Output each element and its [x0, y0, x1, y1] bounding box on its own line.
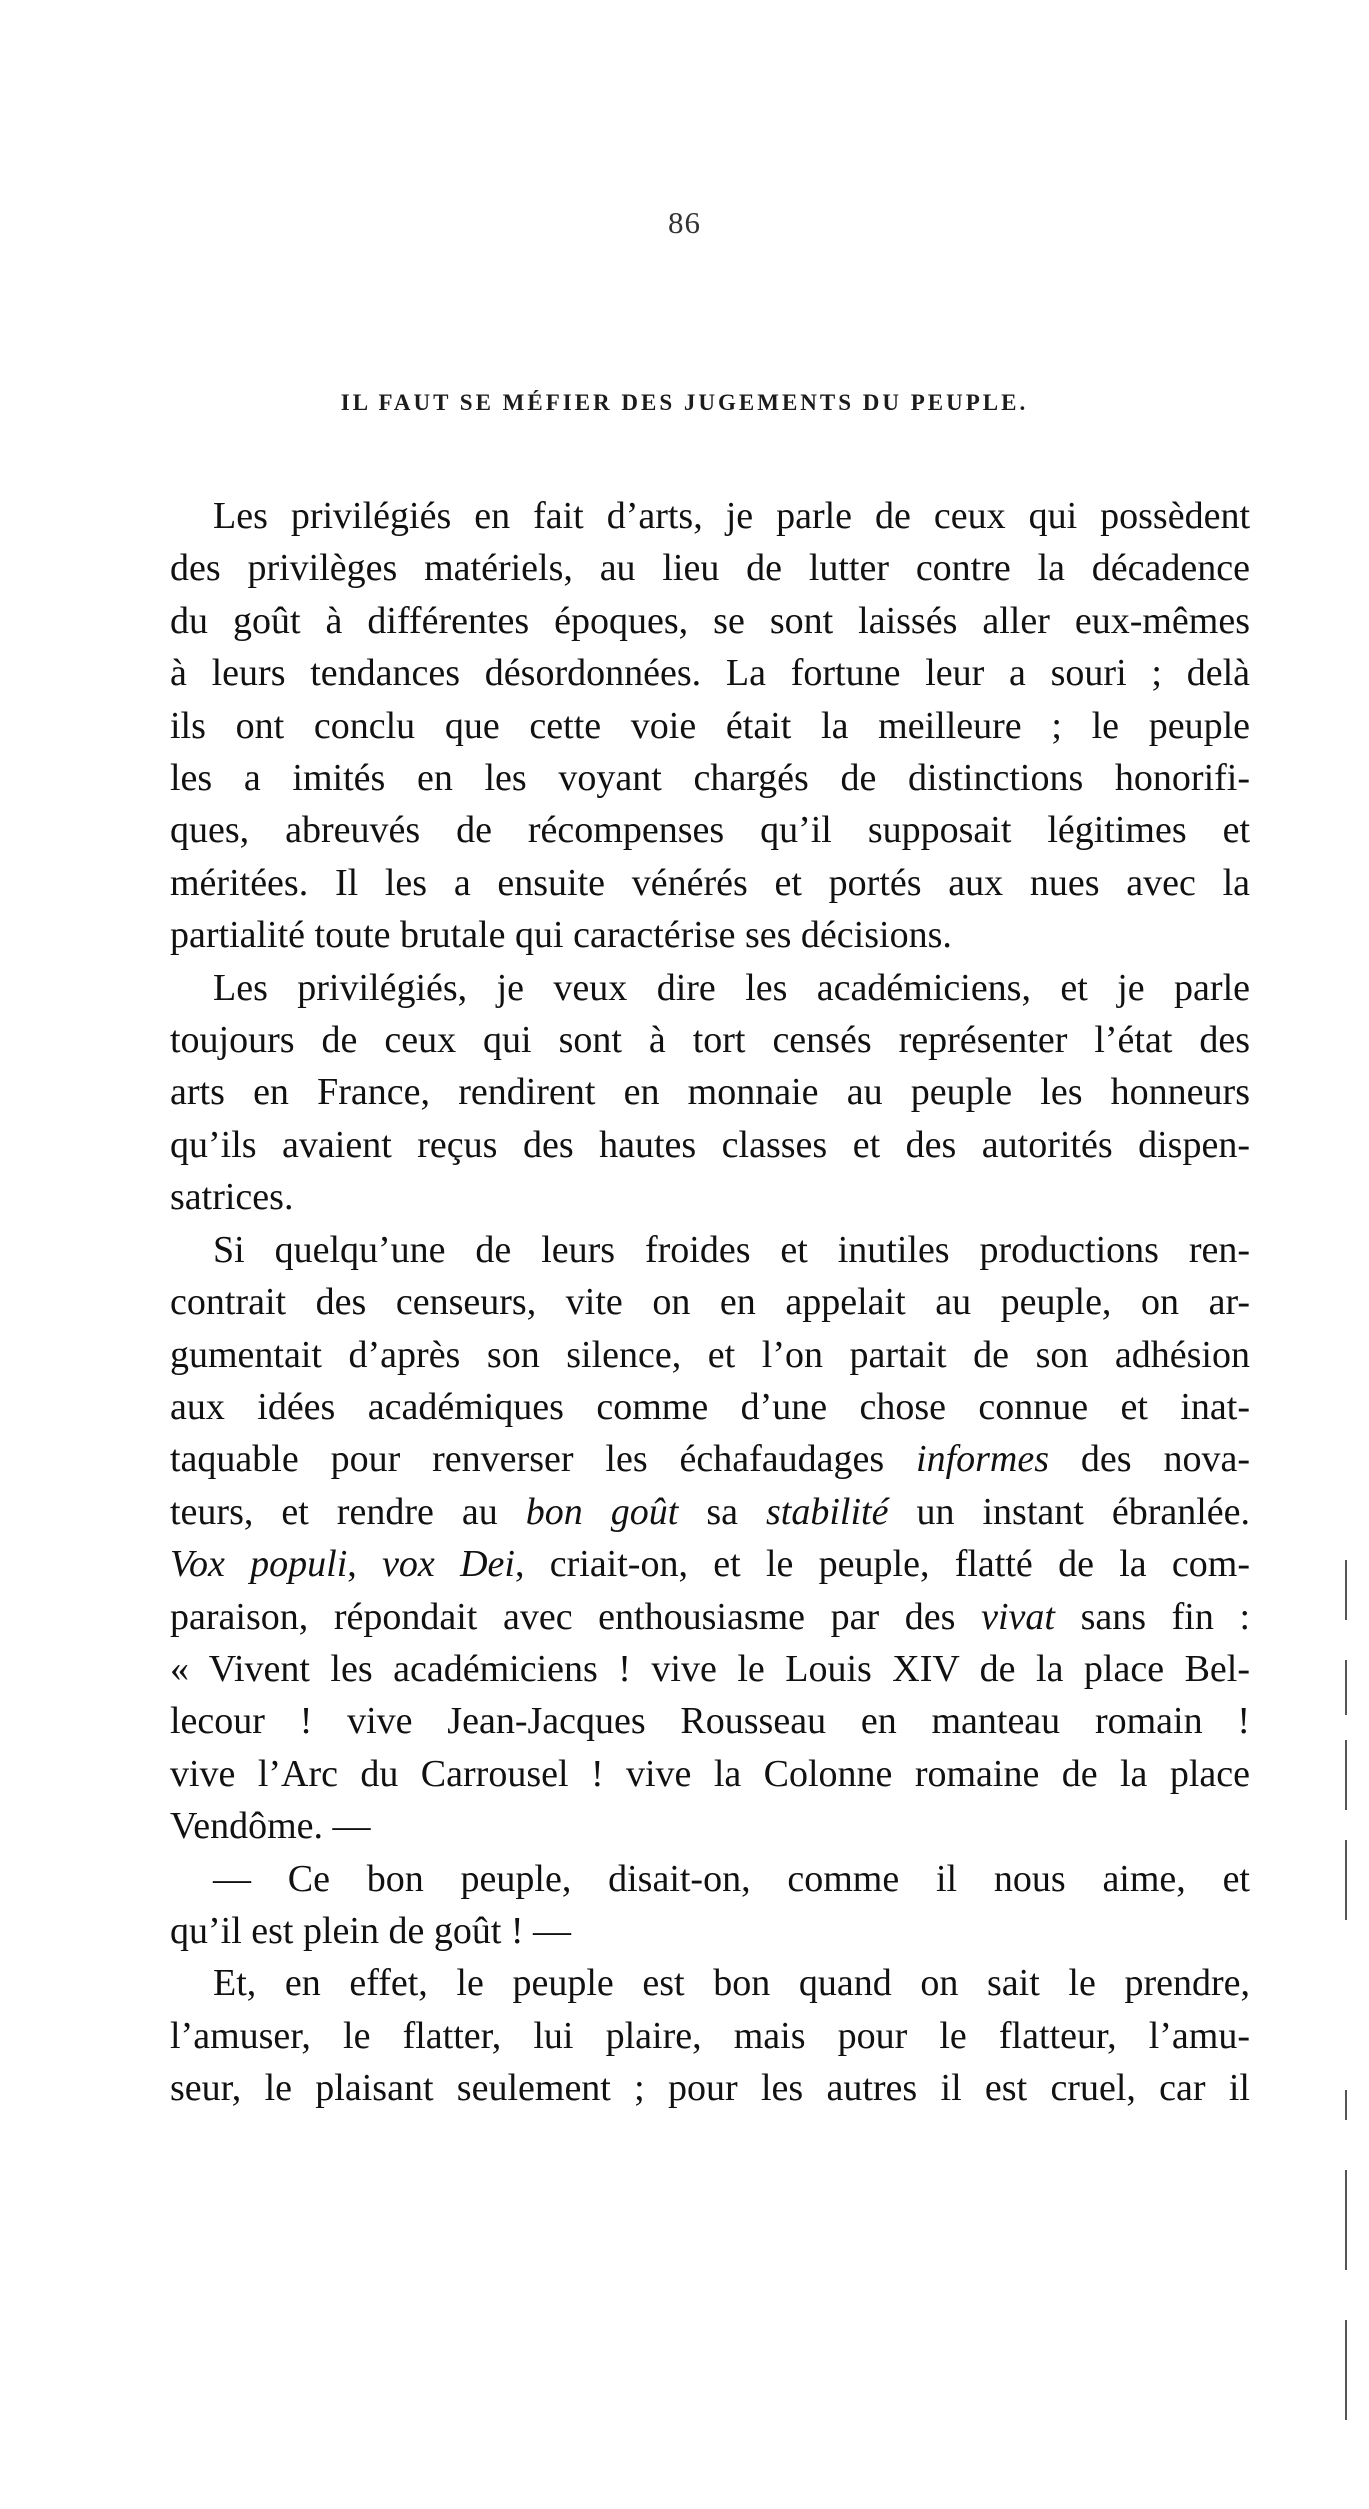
text-line: teurs, et rendre au bon goût sa stabilité un instant ébranlée.: [170, 1490, 1251, 1533]
text-line: Vendôme. —: [170, 1805, 371, 1848]
paragraph-3: [170, 1224, 1250, 1853]
text-line: taquable pour renverser les échafaudages informes des nova-: [170, 1438, 1250, 1481]
text-line: arts en France, rendirent en monnaie au peuple les honneurs: [170, 1071, 1250, 1114]
text-line: « Vivent les académiciens ! vive le Louis XIV de la place Bel-: [170, 1647, 1250, 1690]
text-line: Les privilégiés, je veux dire les académiciens, et je parle: [213, 966, 1250, 1009]
text-line: des privilèges matériels, au lieu de lutter contre la décadence: [170, 547, 1250, 590]
text-line: aux idées académiques comme d’une chose connue et inat-: [170, 1385, 1250, 1428]
text-line: satrices.: [170, 1176, 294, 1219]
text-line: l’amuser, le flatter, lui plaire, mais pour le flatteur, l’amu-: [170, 2014, 1250, 2057]
body-text: [170, 490, 1250, 2115]
paragraph-2: [170, 962, 1250, 1224]
paragraph-5: [170, 1957, 1250, 2114]
italic-word: Vox populi: [170, 1543, 348, 1586]
text-line: gumentait d’après son silence, et l’on partait de son adhésion: [170, 1333, 1250, 1376]
text-line: paraison, répondait avec enthousiasme par des vivat sans fin :: [170, 1595, 1251, 1638]
text-line: Vox populi, vox Dei, criait-on, et le peuple, flatté de la com-: [170, 1543, 1251, 1586]
scan-mark: [1345, 1840, 1347, 1920]
text-line: méritées. Il les a ensuite vénérés et portés aux nues avec la: [170, 861, 1250, 904]
text-line: contrait des censeurs, vite on en appelait au peuple, on ar-: [170, 1281, 1250, 1324]
text-line: lecour ! vive Jean-Jacques Rousseau en manteau romain !: [170, 1700, 1250, 1743]
text-line: les a imités en les voyant chargés de distinctions honorifi-: [170, 757, 1250, 800]
italic-word: stabilité: [766, 1490, 889, 1533]
text-line: du goût à différentes époques, se sont laissés aller eux-mêmes: [170, 599, 1250, 642]
chapter-title: IL FAUT SE MÉFIER DES JUGEMENTS DU PEUPLE.: [340, 390, 1029, 415]
scan-mark: [1345, 2170, 1347, 2270]
italic-word: bon goût: [525, 1490, 679, 1533]
paragraph-1: [170, 490, 1250, 962]
scan-edge-marks: [1343, 1530, 1347, 2490]
text-line: seur, le plaisant seulement ; pour les autres il est cruel, car il: [170, 2067, 1250, 2110]
scan-mark: [1345, 2320, 1347, 2420]
page-number: 86: [668, 205, 701, 240]
text-line: vive l’Arc du Carrousel ! vive la Colonne romaine de la place: [170, 1752, 1250, 1795]
italic-word: vivat: [981, 1595, 1055, 1638]
italic-word: informes: [916, 1438, 1050, 1481]
scan-mark: [1345, 2090, 1347, 2120]
paragraph-4: [170, 1853, 1250, 1958]
text-line: Et, en effet, le peuple est bon quand on sait le prendre,: [213, 1962, 1250, 2005]
text-line: ques, abreuvés de récompenses qu’il supposait légitimes et: [170, 809, 1250, 852]
text-line: qu’il est plein de goût ! —: [170, 1909, 572, 1952]
text-line: Les privilégiés en fait d’arts, je parle de ceux qui possèdent: [213, 495, 1250, 537]
text-line: ils ont conclu que cette voie était la meilleure ; le peuple: [170, 704, 1250, 747]
scan-mark: [1345, 1560, 1347, 1620]
text-line: toujours de ceux qui sont à tort censés représenter l’état des: [170, 1019, 1250, 1062]
text-line: partialité toute brutale qui caractérise ses décisions.: [170, 914, 952, 957]
text-line: à leurs tendances désordonnées. La fortune leur a souri ; delà: [170, 652, 1250, 695]
italic-word: vox Dei: [382, 1543, 515, 1586]
scan-mark: [1345, 1740, 1347, 1810]
scan-mark: [1345, 1660, 1347, 1715]
text-line: — Ce bon peuple, disait-on, comme il nous aime, et: [213, 1857, 1250, 1900]
text-line: Si quelqu’une de leurs froides et inutiles productions ren-: [213, 1228, 1250, 1271]
text-line: qu’ils avaient reçus des hautes classes et des autorités dispen-: [170, 1123, 1250, 1166]
